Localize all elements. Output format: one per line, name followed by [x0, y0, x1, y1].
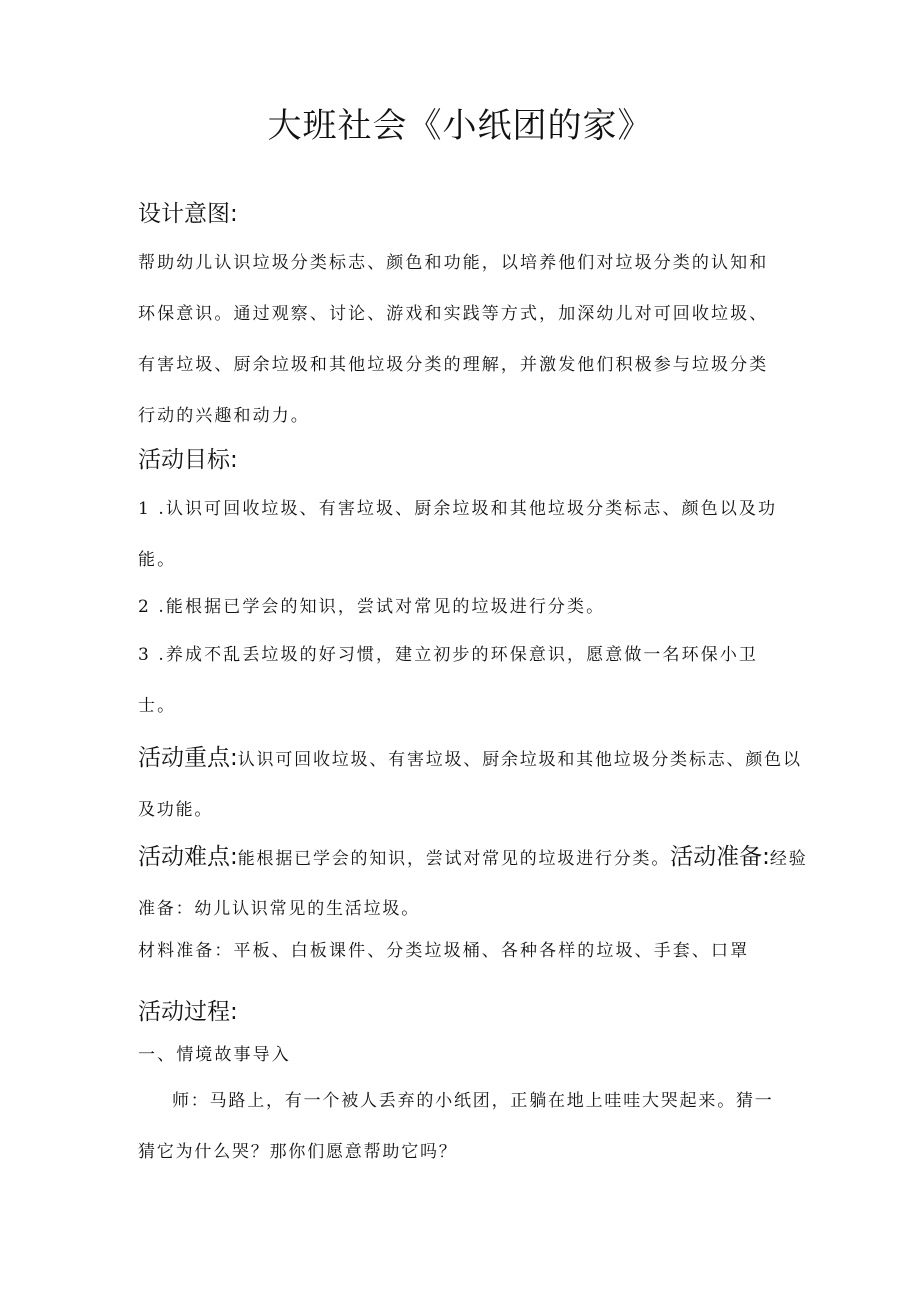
design-intent-heading: 设计意图:	[138, 201, 238, 227]
step-1-text: 师：马路上，有一个被人丢弃的小纸团，正躺在地上哇哇大哭起来。猜一猜它为什么哭？那你们愿意帮助它吗？	[138, 1091, 774, 1162]
difficulty-preparation-paragraph	[138, 832, 808, 934]
key-point-paragraph	[138, 733, 808, 835]
materials-preparation-text: 材料准备：平板、白板课件、分类垃圾桶、各种各样的垃圾、手套、口罩	[138, 941, 750, 961]
goal-item-2: 2 .能根据已学会的知识，尝试对常见的垃圾进行分类。	[138, 597, 606, 617]
experience-preparation-text: 经验准备：幼儿认识常见的生活垃圾。	[138, 849, 808, 919]
process-heading: 活动过程:	[138, 999, 238, 1025]
difficulty-text: 能根据已学会的知识，尝试对常见的垃圾进行分类。	[237, 849, 671, 869]
document-title: 大班社会《小纸团的家》	[267, 106, 653, 146]
goals-heading: 活动目标:	[138, 447, 238, 473]
design-intent-body: 帮助幼儿认识垃圾分类标志、颜色和功能，以培养他们对垃圾分类的认知和环保意识。通过观察、讨论、游戏和实践等方式，加深幼儿对可回收垃圾、有害垃圾、厨余垃圾和其他垃圾分类的理解，并激发他们积极参与垃圾分类行动的兴趣和动力。	[138, 253, 769, 426]
key-point-text: 认识可回收垃圾、有害垃圾、厨余垃圾和其他垃圾分类标志、颜色以及功能。	[138, 750, 802, 820]
key-point-label: 活动重点:	[138, 745, 238, 771]
goal-item-3: 3 .养成不乱丢垃圾的好习惯，建立初步的环保意识，愿意做一名环保小卫士。	[138, 645, 759, 716]
difficulty-label: 活动难点:	[138, 844, 238, 870]
preparation-label: 活动准备:	[670, 844, 770, 870]
goal-item-1: 1 .认识可回收垃圾、有害垃圾、厨余垃圾和其他垃圾分类标志、颜色以及功能。	[138, 499, 778, 570]
step-1-title: 一、情境故事导入	[138, 1045, 291, 1065]
